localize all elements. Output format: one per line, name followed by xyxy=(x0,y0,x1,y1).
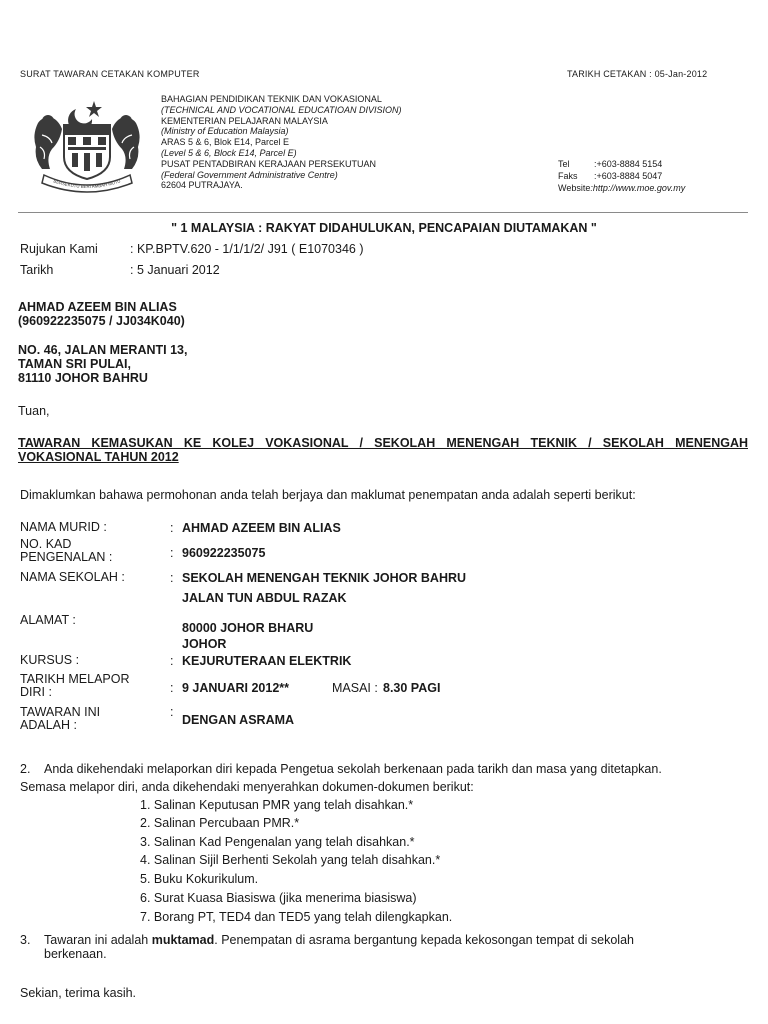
address-line: (Level 5 & 6, Block E14, Parcel E) xyxy=(161,147,297,158)
list-number: 6. xyxy=(140,891,151,905)
list-number: 7. xyxy=(140,910,151,924)
address-line: KEMENTERIAN PELAJARAN MALAYSIA xyxy=(161,115,328,126)
list-item xyxy=(140,835,415,849)
student-name-value: AHMAD AZEEM BIN ALIAS xyxy=(182,521,341,535)
list-number: 1. xyxy=(140,798,151,812)
list-text: Salinan Kad Pengenalan yang telah disahkan.* xyxy=(153,835,415,849)
detail-label: NO. KAD xyxy=(20,537,72,551)
date-label: Tarikh xyxy=(20,263,54,277)
paragraph-2-line: Anda dikehendaki melaporkan diri kepada Pengetua sekolah berkenaan pada tarikh dan masa yang ditetapkan. xyxy=(44,762,662,776)
coat-of-arms-logo xyxy=(28,95,146,195)
recipient-address-line: TAMAN SRI PULAI, xyxy=(18,357,131,371)
ministry-address-block xyxy=(161,94,402,191)
paragraph-3-line xyxy=(44,933,634,947)
paragraph-2-line: Semasa melapor diri, anda dikehendaki menyerahkan dokumen-dokumen berikut: xyxy=(20,780,474,794)
paragraph-number: 2. xyxy=(20,762,31,776)
paragraph-3-prefix: Tawaran ini adalah xyxy=(44,933,152,947)
paragraph-3-emphasis: muktamad xyxy=(151,933,215,947)
school-postcode-value: 80000 JOHOR BHARU xyxy=(182,621,314,635)
paragraph-3-suffix: . Penempatan di asrama bergantung kepada kekosongan tempat di sekolah xyxy=(214,933,634,947)
tel-value: :+603-8884 5154 xyxy=(594,159,663,169)
detail-label: ALAMAT : xyxy=(20,613,76,627)
address-line: (TECHNICAL AND VOCATIONAL EDUCATIOAN DIVISION) xyxy=(161,104,402,115)
list-text: Surat Kuasa Biasiswa (jika menerima biasiswa) xyxy=(153,891,417,905)
report-time-value: 8.30 PAGI xyxy=(383,681,441,695)
crest-motto: BERSEKUTU BERTAMBAH MUTU xyxy=(52,178,122,190)
reference-label: Rujukan Kami xyxy=(20,242,98,256)
salutation: Tuan, xyxy=(18,404,50,418)
address-line: (Federal Government Administrative Centre) xyxy=(161,169,338,180)
subject-line: VOKASIONAL TAHUN 2012 xyxy=(18,450,179,464)
list-item xyxy=(140,891,417,905)
address-line: 62604 PUTRAJAYA. xyxy=(161,180,243,191)
contact-block xyxy=(558,158,685,195)
detail-colon: : xyxy=(170,571,174,585)
recipient-address-line: 81110 JOHOR BAHRU xyxy=(18,371,148,385)
recipient-address-line: NO. 46, JALAN MERANTI 13, xyxy=(18,343,188,357)
detail-colon: : xyxy=(170,681,174,695)
detail-colon: : xyxy=(170,546,174,560)
fax-value: :+603-8884 5047 xyxy=(594,171,663,182)
school-street-value: JALAN TUN ABDUL RAZAK xyxy=(182,591,347,605)
fax-label: Faks xyxy=(558,171,578,182)
list-item xyxy=(140,798,413,812)
list-text: Borang PT, TED4 dan TED5 yang telah dilengkapkan. xyxy=(153,910,453,924)
address-line: BAHAGIAN PENDIDIKAN TEKNIK DAN VOKASIONAL xyxy=(161,94,382,104)
list-item xyxy=(140,853,440,867)
print-date: TARIKH CETAKAN : 05-Jan-2012 xyxy=(567,69,708,79)
coat-of-arms-icon xyxy=(28,95,146,195)
detail-colon: : xyxy=(170,654,174,668)
list-number: 3. xyxy=(140,835,151,849)
detail-colon: : xyxy=(170,521,174,535)
detail-colon: : xyxy=(170,705,174,719)
tel-label: Tel xyxy=(558,159,570,169)
detail-label: PENGENALAN : xyxy=(20,550,113,564)
reference-value: : KP.BPTV.620 - 1/1/1/2/ J91 ( E1070346 ) xyxy=(130,242,364,256)
list-text: Salinan Keputusan PMR yang telah disahkan.* xyxy=(153,798,414,812)
paragraph-3-line: berkenaan. xyxy=(44,947,107,961)
list-text: Salinan Sijil Berhenti Sekolah yang telah disahkan.* xyxy=(153,853,441,867)
report-time-label: MASAI : xyxy=(332,681,378,695)
detail-label: DIRI : xyxy=(20,685,52,699)
address-line: (Ministry of Education Malaysia) xyxy=(161,126,289,137)
list-item xyxy=(140,816,299,830)
subject-line: TAWARAN KEMASUKAN KE KOLEJ VOKASIONAL / SEKOLAH MENENGAH TEKNIK / SEKOLAH MENENGAH xyxy=(18,436,748,450)
list-item xyxy=(140,910,452,924)
letter-type: SURAT TAWARAN CETAKAN KOMPUTER xyxy=(20,69,200,79)
website-value: :http://www.moe.gov.my xyxy=(590,183,686,194)
header-divider xyxy=(18,212,748,213)
address-line: ARAS 5 & 6, Blok E14, Parcel E xyxy=(161,137,290,148)
offer-type-value: DENGAN ASRAMA xyxy=(182,713,295,727)
address-line: PUSAT PENTADBIRAN KERAJAAN PERSEKUTUAN xyxy=(161,158,377,169)
list-number: 5. xyxy=(140,872,151,886)
motto-line: " 1 MALAYSIA : RAKYAT DIDAHULUKAN, PENCAPAIAN DIUTAMAKAN " xyxy=(171,221,597,235)
school-state-value: JOHOR xyxy=(182,637,227,651)
detail-label: KURSUS : xyxy=(20,653,80,667)
ic-number-value: 960922235075 xyxy=(182,546,266,560)
intro-paragraph: Dimaklumkan bahawa permohonan anda telah berjaya dan maklumat penempatan anda adalah seperti berikut: xyxy=(20,488,636,502)
detail-label: TARIKH MELAPOR xyxy=(20,672,130,686)
recipient-name: AHMAD AZEEM BIN ALIAS xyxy=(18,300,177,314)
list-text: Buku Kokurikulum. xyxy=(153,872,259,886)
list-number: 4. xyxy=(140,853,151,867)
paragraph-number: 3. xyxy=(20,933,31,947)
closing-line: Sekian, terima kasih. xyxy=(20,986,137,1000)
detail-label: ADALAH : xyxy=(20,718,77,732)
list-number: 2. xyxy=(140,816,151,830)
list-item xyxy=(140,872,258,886)
detail-label: NAMA SEKOLAH : xyxy=(20,570,125,584)
school-name-value: SEKOLAH MENENGAH TEKNIK JOHOR BAHRU xyxy=(182,571,467,585)
detail-label: TAWARAN INI xyxy=(20,705,101,719)
recipient-ids: (960922235075 / JJ034K040) xyxy=(18,314,185,328)
detail-label: NAMA MURID : xyxy=(20,520,107,534)
report-date-value: 9 JANUARI 2012** xyxy=(182,681,289,695)
list-text: Salinan Percubaan PMR.* xyxy=(153,816,300,830)
website-label: Website xyxy=(558,183,591,194)
course-value: KEJURUTERAAN ELEKTRIK xyxy=(182,654,352,668)
date-value: : 5 Januari 2012 xyxy=(130,263,220,277)
